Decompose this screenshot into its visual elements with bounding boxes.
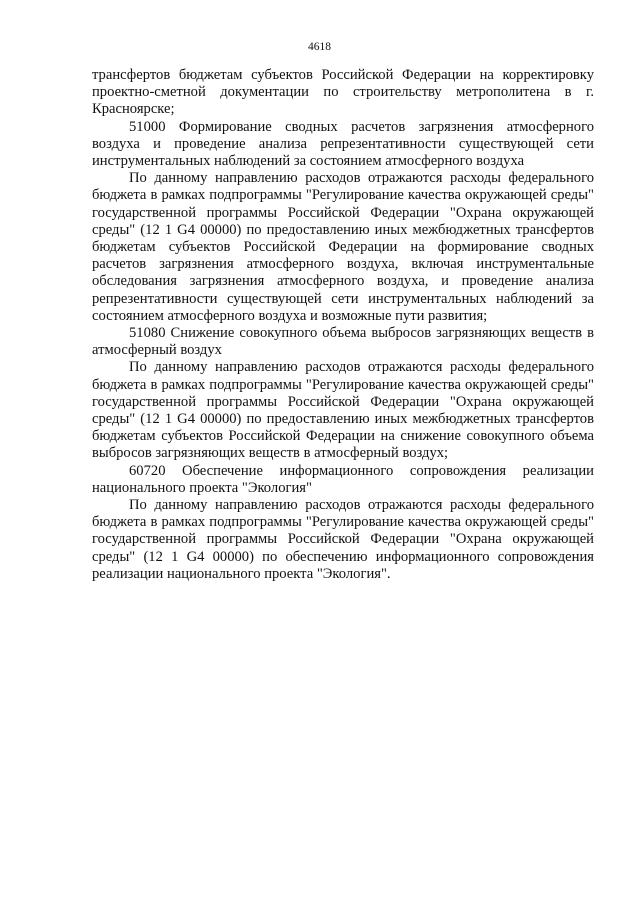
paragraph-51000-description: По данному направлению расходов отражаются расходы федерального бюджета в рамках подпрограммы "Регулирование качества окружающей среды" государственной программы Российской Федерации "Охрана окружающей среды" (12 1 G4 00000) по предоставлению иных межбюджетных трансфертов бюджетам субъектов Российской Федерации на формирование сводных расчетов загрязнения атмосферного воздуха, включая инструментальные обследования загрязнения атмосферного воздуха, и проведение анализа репрезентативности существующей сети инструментальных наблюдений за состоянием атмосферного воздуха и возможные пути развития; (92, 170, 594, 324)
heading-60720: 60720 Обеспечение информационного сопровождения реализации национального проекта "Экология" (92, 462, 594, 496)
paragraph-51080-description: По данному направлению расходов отражаются расходы федерального бюджета в рамках подпрограммы "Регулирование качества окружающей среды" государственной программы Российской Федерации "Охрана окружающей среды" (12 1 G4 00000) по предоставлению иных межбюджетных трансфертов бюджетам субъектов Российской Федерации на снижение совокупного объема выбросов загрязняющих веществ в атмосферный воздух; (92, 359, 594, 462)
heading-51000: 51000 Формирование сводных расчетов загрязнения атмосферного воздуха и проведение анализа репрезентативности существующей сети инструментальных наблюдений за состоянием атмосферного воздуха (92, 118, 594, 170)
paragraph-continuation: трансфертов бюджетам субъектов Российской Федерации на корректировку проектно-сметной документации по строительству метрополитена в г. Красноярске; (92, 67, 594, 118)
document-body (92, 67, 594, 583)
paragraph-60720-description: По данному направлению расходов отражаются расходы федерального бюджета в рамках подпрограммы "Регулирование качества окружающей среды" государственной программы Российской Федерации "Охрана окружающей среды" (12 1 G4 00000) по обеспечению информационного сопровождения реализации национального проекта "Экология". (92, 497, 594, 582)
heading-51080: 51080 Снижение совокупного объема выбросов загрязняющих веществ в атмосферный воздух (92, 325, 594, 359)
page-number: 4618 (308, 41, 331, 53)
